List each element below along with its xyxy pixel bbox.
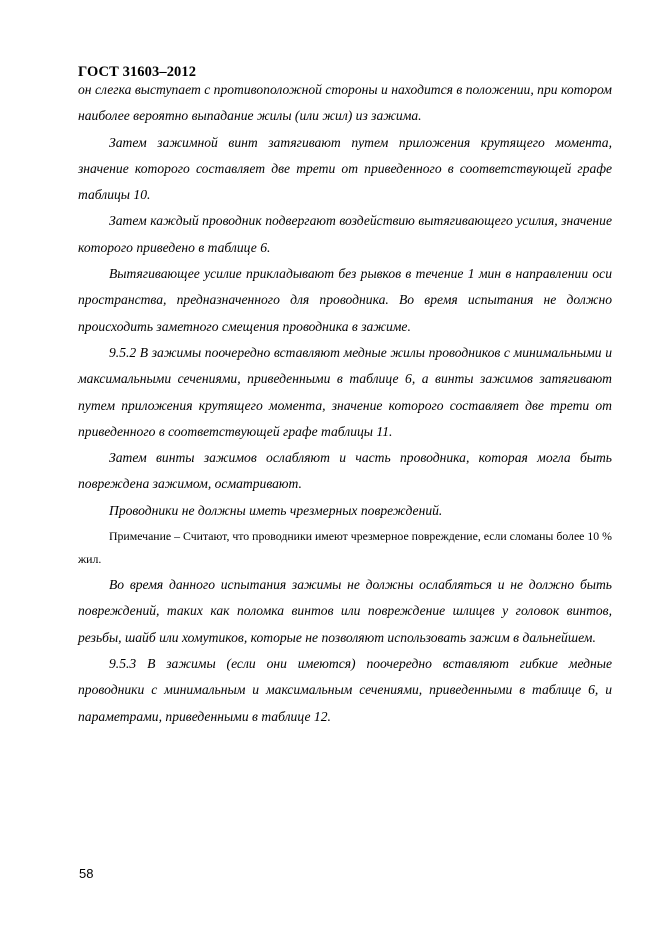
document-body bbox=[78, 77, 612, 730]
document-header: ГОСТ 31603–2012 bbox=[78, 64, 197, 80]
paragraph-9-5-2: 9.5.2 В зажимы поочередно вставляют медные жилы проводников с минимальными и максимальными сечениями, приведенными в таблице 6, а винты зажимов затягивают путем приложения крутящего момента, значение которого составляет две трети от приведенного в соответствующей графе таблицы 11. bbox=[78, 344, 612, 439]
paragraph-9-5-3: 9.5.3 В зажимы (если они имеются) поочередно вставляют гибкие медные проводники с минимальным и максимальным сечениями, приведенными в таблице 6, и параметрами, приведенными в таблице 12. bbox=[78, 655, 612, 724]
paragraph-no-damage: Проводники не должны иметь чрезмерных повреждений. bbox=[109, 502, 443, 518]
paragraph-continuation: он слегка выступает с противоположной стороны и находится в положении, при котором наиболее вероятно выпадание жилы (или жил) из зажима. bbox=[78, 82, 612, 124]
paragraph-clamp-requirements: Во время данного испытания зажимы не должны ослабляться и не должно быть повреждений, таких как поломка винтов или повреждение шлицев у головок винтов, резьбы, шайб или хомутиков, которые не позволяют использовать зажим в дальнейшем. bbox=[78, 577, 612, 645]
note: Примечание – Считают, что проводники имеют чрезмерное повреждение, если сломаны более 10 % жил. bbox=[78, 529, 612, 567]
paragraph-pull-method: Вытягивающее усилие прикладывают без рывков в течение 1 мин в направлении оси пространства, предназначенного для проводника. Во время испытания не должно происходить заметного смещения проводника в зажиме. bbox=[78, 266, 612, 334]
paragraph-torque: Затем зажимной винт затягивают путем приложения крутящего момента, значение которого составляет две трети от приведенного в соответствующей графе таблицы 10. bbox=[78, 134, 612, 203]
paragraph-pull-force: Затем каждый проводник подвергают воздействию вытягивающего усилия, значение которого приведено в таблице 6. bbox=[78, 213, 612, 255]
page-number: 58 bbox=[79, 866, 94, 881]
paragraph-inspection: Затем винты зажимов ослабляют и часть проводника, которая могла быть повреждена зажимом, осматривают. bbox=[78, 450, 612, 492]
